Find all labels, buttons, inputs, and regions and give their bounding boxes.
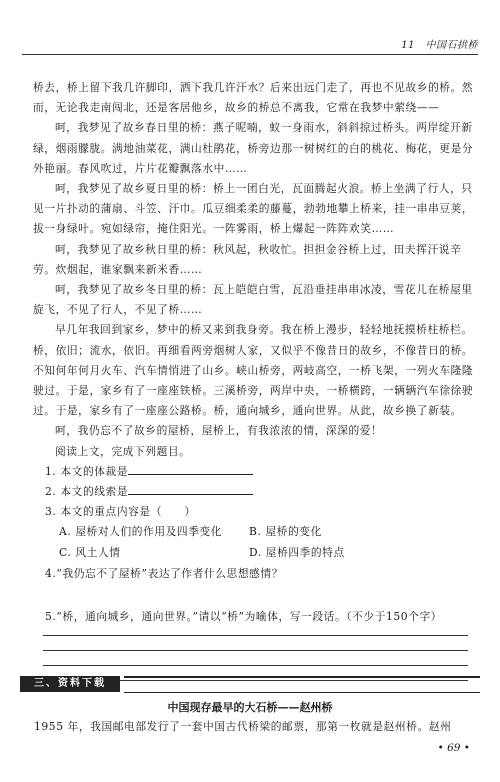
- question-1: [33, 462, 478, 482]
- paragraph-3: 呵，我梦见了故乡夏日里的桥：桥上一团白光，瓦面腾起火浪。桥上坐满了行人，只见一片扑动的蒲扇、斗笠、汗巾。瓜豆细柔柔的藤蔓，勃勃地攀上桥来，挂一串串豆荚，拔一身绿叶。宛如绿帘，掩住阳光。一阵雾雨，桥上爆起一阵阵欢笑……: [33, 182, 474, 236]
- paragraph-7: 呵，我仍忘不了故乡的屋桥，屋桥上，有我浓浓的情，深深的爱！: [55, 424, 383, 438]
- option-d[interactable]: D. 屋桥四季的特点: [249, 546, 345, 560]
- header-rule: [22, 54, 478, 55]
- option-c[interactable]: C. 风土人情: [59, 546, 121, 560]
- question-1-blank[interactable]: [128, 462, 253, 475]
- question-2: [33, 482, 478, 502]
- paragraph-1: 桥去，桥上留下我几许脚印，洒下我几许汗水？后来出远门走了，再也不见故乡的桥。然而，无论我走南闯北，还是客居他乡，故乡的桥总不离我，它常在我梦中萦绕——: [33, 81, 474, 115]
- option-a[interactable]: A. 屋桥对人们的作用及四季变化: [59, 525, 223, 539]
- paragraph-5: 呵，我梦见了故乡冬日里的桥：瓦上皑皑白雪，瓦沿垂挂串串冰凌，雪花儿在桥屋里旋飞，不见了行人，不见了桥……: [33, 283, 473, 317]
- option-b[interactable]: B. 屋桥的变化: [249, 525, 322, 539]
- paragraph-2: 呵，我梦见了故乡春日里的桥：燕子呢喃，蚁一身雨水，斜斜掠过桥头。两岸绽开新绿，烟雨朦胧。满地油菜花，满山杜鹃花，桥旁边那一树树红的白的桃花、梅花，更是分外艳丽。春风吹过，片片花瓣飘落水中……: [33, 121, 474, 175]
- section-rule: [124, 676, 480, 693]
- running-header-title: 11 中国石拱桥: [401, 40, 478, 51]
- paragraph-4: 呵，我梦见了故乡秋日里的桥：秋风起，秋收忙。担担金谷桥上过，田夫挥汗说辛劳。炊烟起，谁家飘来新米香……: [33, 242, 462, 276]
- question-3: 3. 本文的重点内容是（ ）: [45, 505, 196, 519]
- section-heading: [20, 676, 480, 692]
- section-label: 三、资料下载: [20, 676, 120, 692]
- answer-line-2[interactable]: [43, 650, 468, 651]
- question-4-answer-space[interactable]: [33, 585, 478, 607]
- question-1-text: 1. 本文的体裁是: [45, 464, 129, 478]
- question-4: 4.“我仍忘不了屋桥”表达了作者什么思想感情？: [45, 567, 283, 581]
- questions-intro: 阅读上文，完成下列题目。: [55, 444, 191, 458]
- answer-line-1[interactable]: [43, 635, 468, 636]
- question-3-options-row-1: [33, 522, 478, 543]
- question-3-options-row-2: [33, 543, 478, 564]
- question-2-blank[interactable]: [128, 482, 253, 495]
- running-header: [0, 30, 500, 58]
- answer-line-3[interactable]: [43, 665, 468, 666]
- article-title: 中国现存最早的大石桥——赵州桥: [167, 701, 333, 714]
- question-2-text: 2. 本文的线索是: [45, 485, 129, 499]
- question-5: 5.“桥，通向城乡，通向世界。”请以“桥”为喻体，写一段话。（不少于150个字）: [45, 609, 443, 623]
- paragraph-6: 早几年我回到家乡，梦中的桥又来到我身旁。我在桥上漫步，轻轻地抚摸桥柱桥栏。桥，依旧；流水，依旧。再细看两旁烟树人家，又似乎不像昔日的故乡，不像昔日的桥。不知何年何月火车、汽车情悄进了山乡。峡山桥旁，两岐高空，一桥飞架，一列火车隆隆驶过。于是，家乡有了一座座铁桥。三溪桥旁，两岸中央，一桥横跨，一辆辆汽车徐徐驶过。于是，家乡有了一座座公路桥。桥，通向城乡，通向世界。从此，故乡换了新装。: [33, 323, 474, 418]
- reading-passage: [33, 78, 478, 681]
- page-number: • 69 •: [437, 742, 470, 754]
- article-first-line: 1955 年，我国邮电部发行了一套中国古代桥梁的邮票，那第一枚就是赵州桥。赵州: [34, 720, 452, 733]
